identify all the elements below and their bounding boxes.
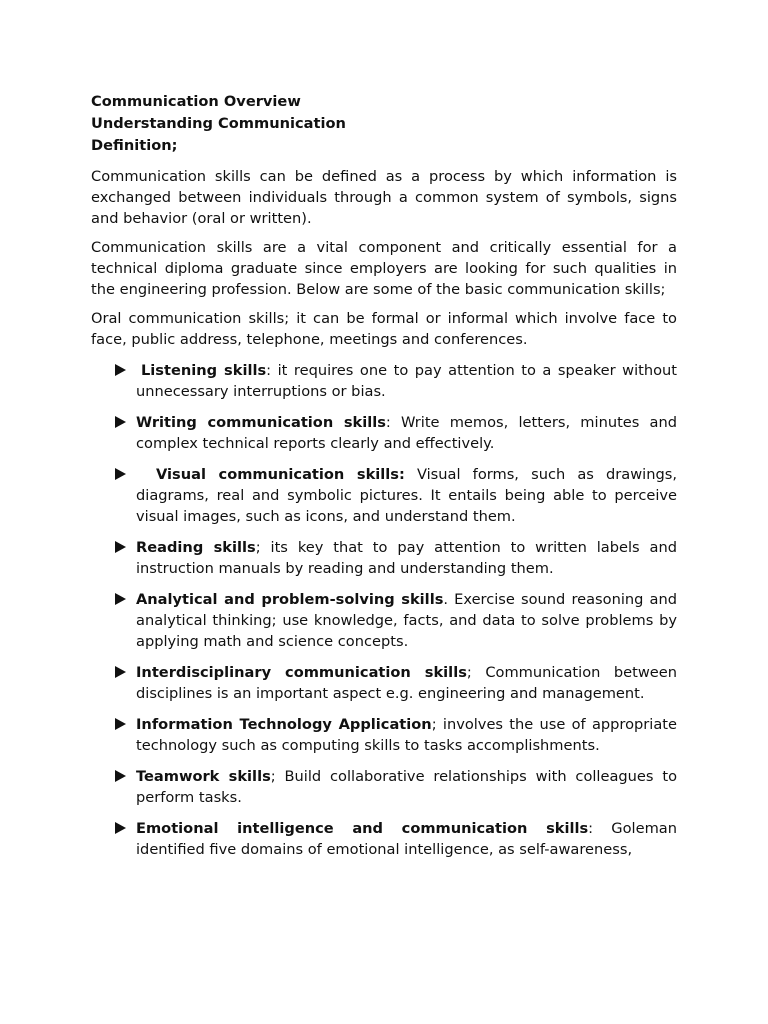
list-item-text: : Goleman identified five domains of emotional intelligence, as self-awareness, (136, 820, 677, 858)
list-item-term: Visual communication skills: (156, 466, 405, 483)
list-item (91, 360, 677, 402)
list-item-text: : it requires one to pay attention to a speaker without unnecessary interruptions or bias. (136, 362, 677, 400)
list-item (91, 662, 677, 704)
definition-paragraph: Communication skills can be defined as a process by which information is exchanged between individuals through a common system of symbols, signs and behavior (oral or written). (91, 168, 677, 227)
list-item (91, 412, 677, 454)
list-item-text: ; Build collaborative relationships with colleagues to perform tasks. (136, 768, 678, 806)
list-item-term: Teamwork skills (136, 768, 271, 785)
skills-list (91, 360, 677, 860)
list-item-text: ; Communication between disciplines is an important aspect e.g. engineering and management. (136, 664, 678, 702)
list-item-text: Visual forms, such as drawings, diagrams, real and symbolic pictures. It entails being able to perceive visual images, such as icons, and understand them. (136, 466, 677, 525)
document-title: Communication Overview (91, 93, 301, 110)
triangle-right-icon (115, 666, 126, 678)
list-item-term: Analytical and problem-solving skills (136, 591, 444, 608)
list-item (91, 766, 677, 808)
triangle-right-icon (115, 718, 126, 730)
list-item-term: Emotional intelligence and communication skills (136, 820, 589, 837)
list-item-term: Listening skills (141, 362, 267, 379)
list-item-term: Information Technology Application (136, 716, 432, 733)
list-item (91, 464, 677, 527)
oral-skills-paragraph: Oral communication skills; it can be formal or informal which involve face to face, public address, telephone, meetings and conferences. (91, 310, 677, 348)
document-page (91, 91, 677, 870)
list-item-term: Reading skills (136, 539, 256, 556)
triangle-right-icon (115, 416, 126, 428)
section-heading: Understanding Communication (91, 115, 346, 132)
importance-paragraph: Communication skills are a vital component and critically essential for a technical diploma graduate since employers are looking for such qualities in the engineering profession. Below are some of the basic communication skills; (91, 239, 677, 298)
list-item-term: Interdisciplinary communication skills (136, 664, 467, 681)
list-item-term: Writing communication skills (136, 414, 386, 431)
subsection-heading: Definition; (91, 137, 178, 154)
triangle-right-icon (115, 541, 126, 553)
list-item (91, 714, 677, 756)
list-item-text: ; involves the use of appropriate technology such as computing skills to tasks accomplishments. (136, 716, 677, 754)
triangle-right-icon (115, 364, 126, 376)
list-item (91, 818, 677, 860)
list-item (91, 537, 677, 579)
triangle-right-icon (115, 770, 126, 782)
list-item (91, 589, 677, 652)
triangle-right-icon (115, 468, 126, 480)
triangle-right-icon (115, 593, 126, 605)
list-item-text: : Write memos, letters, minutes and complex technical reports clearly and effectively. (136, 414, 677, 452)
list-item-text: . Exercise sound reasoning and analytical thinking; use knowledge, facts, and data to solve problems by applying math and science concepts. (136, 591, 678, 650)
list-item-text: ; its key that to pay attention to written labels and instruction manuals by reading and understanding them. (136, 539, 677, 577)
triangle-right-icon (115, 822, 126, 834)
